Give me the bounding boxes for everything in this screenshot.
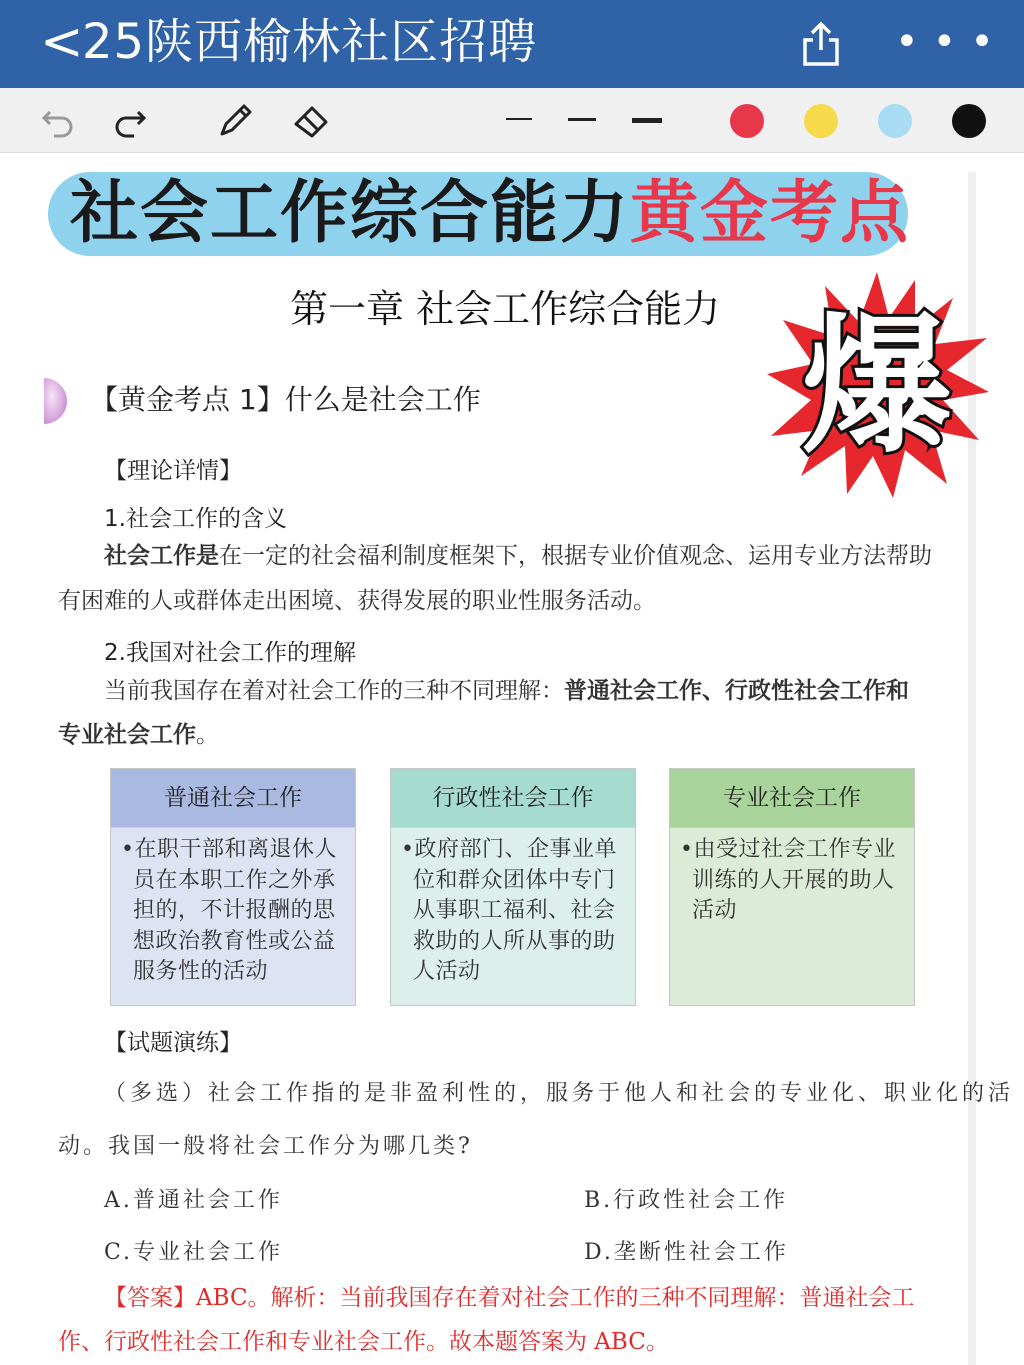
title-banner	[70, 172, 910, 256]
eraser-icon[interactable]	[292, 100, 332, 140]
point-title: 【黄金考点 1】什么是社会工作	[90, 383, 481, 416]
medium-line-icon[interactable]	[568, 118, 596, 121]
section-1-heading: 1.社会工作的含义	[104, 506, 287, 532]
practice-heading: 【试题演练】	[104, 1030, 242, 1056]
section-1-text: 在一定的社会福利制度框架下，根据专业价值观念、运用专业方法帮助	[219, 543, 932, 569]
red-color-swatch[interactable]	[730, 104, 764, 138]
section-1-line-2: 有困难的人或群体走出困境、获得发展的职业性服务活动。	[58, 588, 656, 614]
section-2-heading: 2.我国对社会工作的理解	[104, 640, 356, 666]
black-color-swatch[interactable]	[952, 104, 986, 138]
box-title: 专业社会工作	[670, 769, 914, 828]
more-options-button[interactable]: •••	[895, 19, 1008, 65]
box-administrative-social-work	[390, 768, 636, 1006]
chapter-title: 第一章 社会工作综合能力	[290, 287, 721, 331]
redo-icon[interactable]	[112, 102, 148, 138]
box-line: 想政治教育性或公益	[133, 928, 336, 954]
answer-line-2: 作、行政性社会工作和专业社会工作。故本题答案为 ABC。	[58, 1329, 669, 1355]
box-body	[680, 835, 906, 927]
box-body	[121, 835, 347, 988]
banner-title-red: 黄金考点	[630, 174, 911, 253]
banner-title-black: 社会工作综合能力	[70, 174, 631, 253]
annotation-toolbar	[0, 88, 1024, 153]
option-b: B.行政性社会工作	[584, 1188, 789, 1213]
question-line-1: （多选）社会工作指的是非盈利性的，服务于他人和社会的专业化、职业化的活	[104, 1081, 1015, 1106]
question-line-2: 动。我国一般将社会工作分为哪几类?	[58, 1134, 473, 1159]
app-header	[0, 0, 1024, 88]
option-c: C.专业社会工作	[104, 1240, 284, 1265]
section-2-period: 。	[196, 722, 219, 748]
box-line: 人活动	[413, 959, 481, 984]
burst-character: 爆	[801, 300, 953, 474]
box-title: 行政性社会工作	[391, 769, 635, 828]
box-line: •在职干部和离退休人	[121, 837, 337, 862]
box-line: 担的，不计报酬的思	[133, 898, 336, 923]
answer-line-1: 【答案】ABC。解析：当前我国存在着对社会工作的三种不同理解：普通社会工	[104, 1285, 915, 1311]
option-a: A.普通社会工作	[104, 1188, 283, 1213]
box-line: •由受过社会工作专业	[680, 837, 896, 862]
box-line: 从事职工福利、社会	[413, 898, 616, 923]
section-2-bold-term-end: 专业社会工作	[58, 722, 196, 748]
box-line: •政府部门、企事业单	[401, 837, 617, 862]
box-ordinary-social-work	[110, 768, 356, 1006]
light-blue-color-swatch[interactable]	[878, 104, 912, 138]
box-body	[401, 835, 627, 988]
explosion-sticker	[765, 270, 990, 500]
section-2-text: 当前我国存在着对社会工作的三种不同理解：	[104, 678, 564, 704]
thin-line-icon[interactable]	[506, 118, 532, 120]
box-line: 员在本职工作之外承	[133, 867, 336, 893]
section-1-line-1	[104, 541, 932, 571]
box-line: 服务性的活动	[133, 959, 269, 984]
box-line: 训练的人开展的助人	[692, 867, 895, 893]
bullet-marker-icon	[44, 378, 68, 424]
page-title: 25陕西榆林社区招聘	[82, 14, 538, 70]
undo-icon[interactable]	[40, 102, 76, 138]
option-d: D.垄断性社会工作	[584, 1240, 789, 1265]
box-title: 普通社会工作	[111, 769, 355, 828]
yellow-color-swatch[interactable]	[804, 104, 838, 138]
box-line: 活动	[692, 898, 738, 923]
section-2-line-1	[104, 676, 909, 706]
share-icon[interactable]	[800, 20, 842, 68]
section-2-bold-terms: 普通社会工作、行政性社会工作和	[564, 678, 909, 704]
thick-line-icon[interactable]	[632, 118, 662, 123]
section-2-line-2	[58, 720, 219, 750]
box-professional-social-work	[669, 768, 915, 1006]
section-1-bold-term: 社会工作是	[104, 543, 219, 569]
theory-heading: 【理论详情】	[104, 458, 242, 484]
back-button[interactable]: <	[40, 12, 84, 72]
box-line: 救助的人所从事的助	[413, 928, 616, 954]
pencil-icon[interactable]	[216, 100, 256, 140]
box-line: 位和群众团体中专门	[413, 867, 616, 893]
